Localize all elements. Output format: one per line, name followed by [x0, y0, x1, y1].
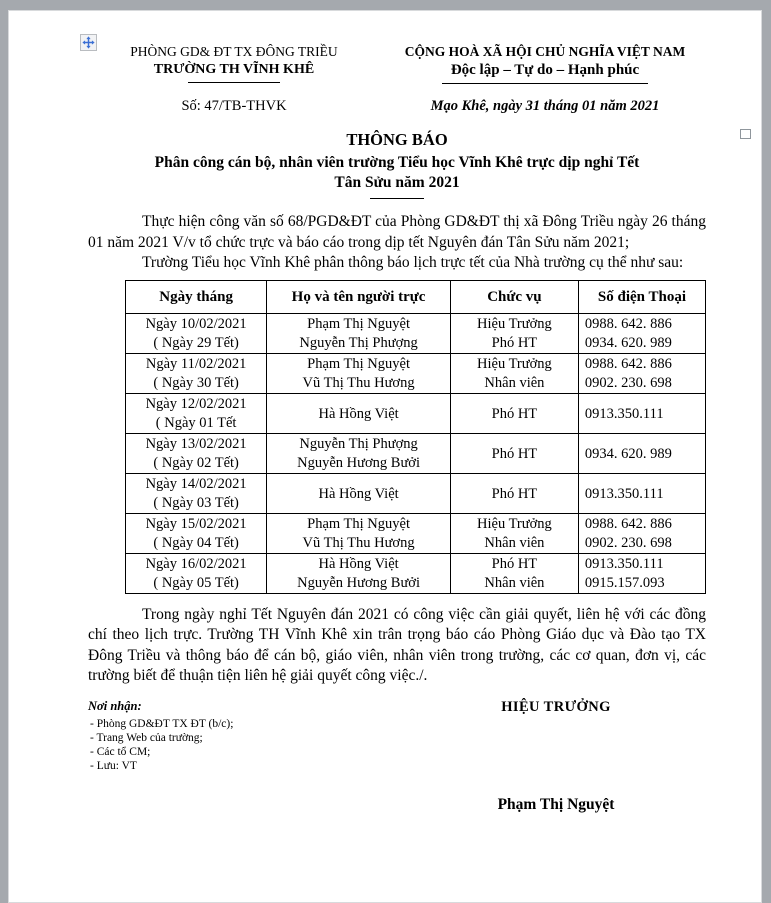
position-cell: Hiệu Trưởng Phó HT: [450, 314, 578, 354]
names-cell: Hà Hồng Việt Nguyễn Hương Bưởi: [267, 554, 451, 594]
names-cell: Phạm Thị Nguyệt Nguyễn Thị Phượng: [267, 314, 451, 354]
phone-cell: 0988. 642. 886 0902. 230. 698: [578, 354, 705, 394]
recipient-item: - Các tổ CM;: [90, 746, 151, 759]
table-row: [126, 434, 706, 474]
table-row: [126, 514, 706, 554]
school-name: TRƯỜNG TH VĨNH KHÊ: [153, 62, 315, 77]
document-content: [8, 10, 762, 814]
position-cell: Phó HT Nhân viên: [450, 554, 578, 594]
table-header-cell: Số điện Thoại: [578, 281, 705, 314]
date-cell: Ngày 13/02/2021 ( Ngày 02 Tết): [126, 434, 267, 474]
recipient-item: - Lưu: VT: [90, 760, 137, 773]
document-footer: [88, 699, 706, 814]
signature-block: [406, 699, 706, 814]
table-row: [126, 394, 706, 434]
header-right-rule: [442, 83, 648, 84]
table-header-cell: Họ và tên người trực: [267, 281, 451, 314]
table-header-cell: Chức vụ: [450, 281, 578, 314]
document-subject-line2: Tân Sửu năm 2021: [334, 174, 460, 192]
position-cell: Phó HT: [450, 474, 578, 514]
table-row: [126, 474, 706, 514]
signature-title: HIỆU TRƯỞNG: [501, 699, 611, 716]
names-cell: Hà Hồng Việt: [267, 394, 451, 434]
recipients-list: [88, 717, 233, 773]
paragraph-legal-basis: Thực hiện công văn số 68/PGD&ĐT của Phòng GD&ĐT thị xã Đông Triều ngày 26 tháng 01 năm 2021 V/v tổ chức trực và báo cáo trong dịp tết Nguyên đán Tân Sửu năm 2021;: [88, 213, 706, 251]
position-cell: Hiệu Trưởng Nhân viên: [450, 354, 578, 394]
date-cell: Ngày 14/02/2021 ( Ngày 03 Tết): [126, 474, 267, 514]
recipients-block: [88, 699, 233, 814]
place-date-line: Mạo Khê, ngày 31 tháng 01 năm 2021: [430, 98, 660, 114]
table-row: [126, 554, 706, 594]
page-side-marker: [740, 129, 751, 139]
national-motto: Độc lập – Tự do – Hạnh phúc: [450, 62, 640, 78]
table-header-cell: Ngày tháng: [126, 281, 267, 314]
duty-schedule-table: [125, 280, 706, 594]
paragraph-closing: Trong ngày nghỉ Tết Nguyên đán 2021 có công việc cần giải quyết, liên hệ với các đồng chí theo lịch trực. Trường TH Vĩnh Khê xin trân trọng báo cáo Phòng Giáo dục và Đào tạo TX Đông Triều và thông báo để cán bộ, giáo viên, nhân viên trong trường, các cơ quan, đơn vị, các trường biết để thuận tiện liên hệ giải quyết công việc./.: [88, 606, 706, 685]
date-cell: Ngày 12/02/2021 ( Ngày 01 Tết: [126, 394, 267, 434]
issuing-agency-block: [88, 44, 380, 115]
document-header: [88, 44, 706, 115]
signature-name: Phạm Thị Nguyệt: [497, 796, 615, 814]
recipients-label: Nơi nhận:: [88, 699, 142, 714]
national-motto-block: [384, 44, 706, 115]
header-left-rule: [188, 82, 280, 83]
table-row: [126, 314, 706, 354]
national-title: CỘNG HOÀ XÃ HỘI CHỦ NGHĨA VIỆT NAM: [404, 44, 686, 59]
paragraph-intro-schedule: Trường Tiểu học Vĩnh Khê phân thông báo lịch trực tết của Nhà trường cụ thể như sau:: [142, 253, 684, 271]
recipient-item: - Phòng GD&ĐT TX ĐT (b/c);: [90, 718, 234, 731]
document-subject-line1: Phân công cán bộ, nhân viên trường Tiểu học Vĩnh Khê trực dịp nghỉ Tết: [154, 154, 640, 171]
schedule-table-body: [126, 314, 706, 594]
position-cell: Phó HT: [450, 434, 578, 474]
document-page: [8, 10, 762, 903]
date-cell: Ngày 15/02/2021 ( Ngày 04 Tết): [126, 514, 267, 554]
agency-parent-name: PHÒNG GD& ĐT TX ĐÔNG TRIỀU: [130, 44, 338, 59]
phone-cell: 0988. 642. 886 0902. 230. 698: [578, 514, 705, 554]
phone-cell: 0913.350.111: [578, 394, 705, 434]
recipient-item: - Trang Web của trường;: [90, 732, 203, 745]
position-cell: Hiệu Trưởng Nhân viên: [450, 514, 578, 554]
title-rule: [370, 198, 424, 199]
names-cell: Phạm Thị Nguyệt Vũ Thị Thu Hương: [267, 514, 451, 554]
names-cell: Hà Hồng Việt: [267, 474, 451, 514]
date-cell: Ngày 16/02/2021 ( Ngày 05 Tết): [126, 554, 267, 594]
phone-cell: 0913.350.111: [578, 474, 705, 514]
date-cell: Ngày 11/02/2021 ( Ngày 30 Tết): [126, 354, 267, 394]
phone-cell: 0988. 642. 886 0934. 620. 989: [578, 314, 705, 354]
position-cell: Phó HT: [450, 394, 578, 434]
document-ref-number: Số: 47/TB-THVK: [181, 98, 287, 114]
phone-cell: 0934. 620. 989: [578, 434, 705, 474]
document-title-block: [88, 130, 706, 199]
table-row: [126, 354, 706, 394]
document-type-title: THÔNG BÁO: [346, 130, 448, 149]
phone-cell: 0913.350.111 0915.157.093: [578, 554, 705, 594]
names-cell: Nguyễn Thị Phượng Nguyễn Hương Bưởi: [267, 434, 451, 474]
date-cell: Ngày 10/02/2021 ( Ngày 29 Tết): [126, 314, 267, 354]
schedule-table-header-row: [126, 281, 706, 314]
names-cell: Phạm Thị Nguyệt Vũ Thị Thu Hương: [267, 354, 451, 394]
